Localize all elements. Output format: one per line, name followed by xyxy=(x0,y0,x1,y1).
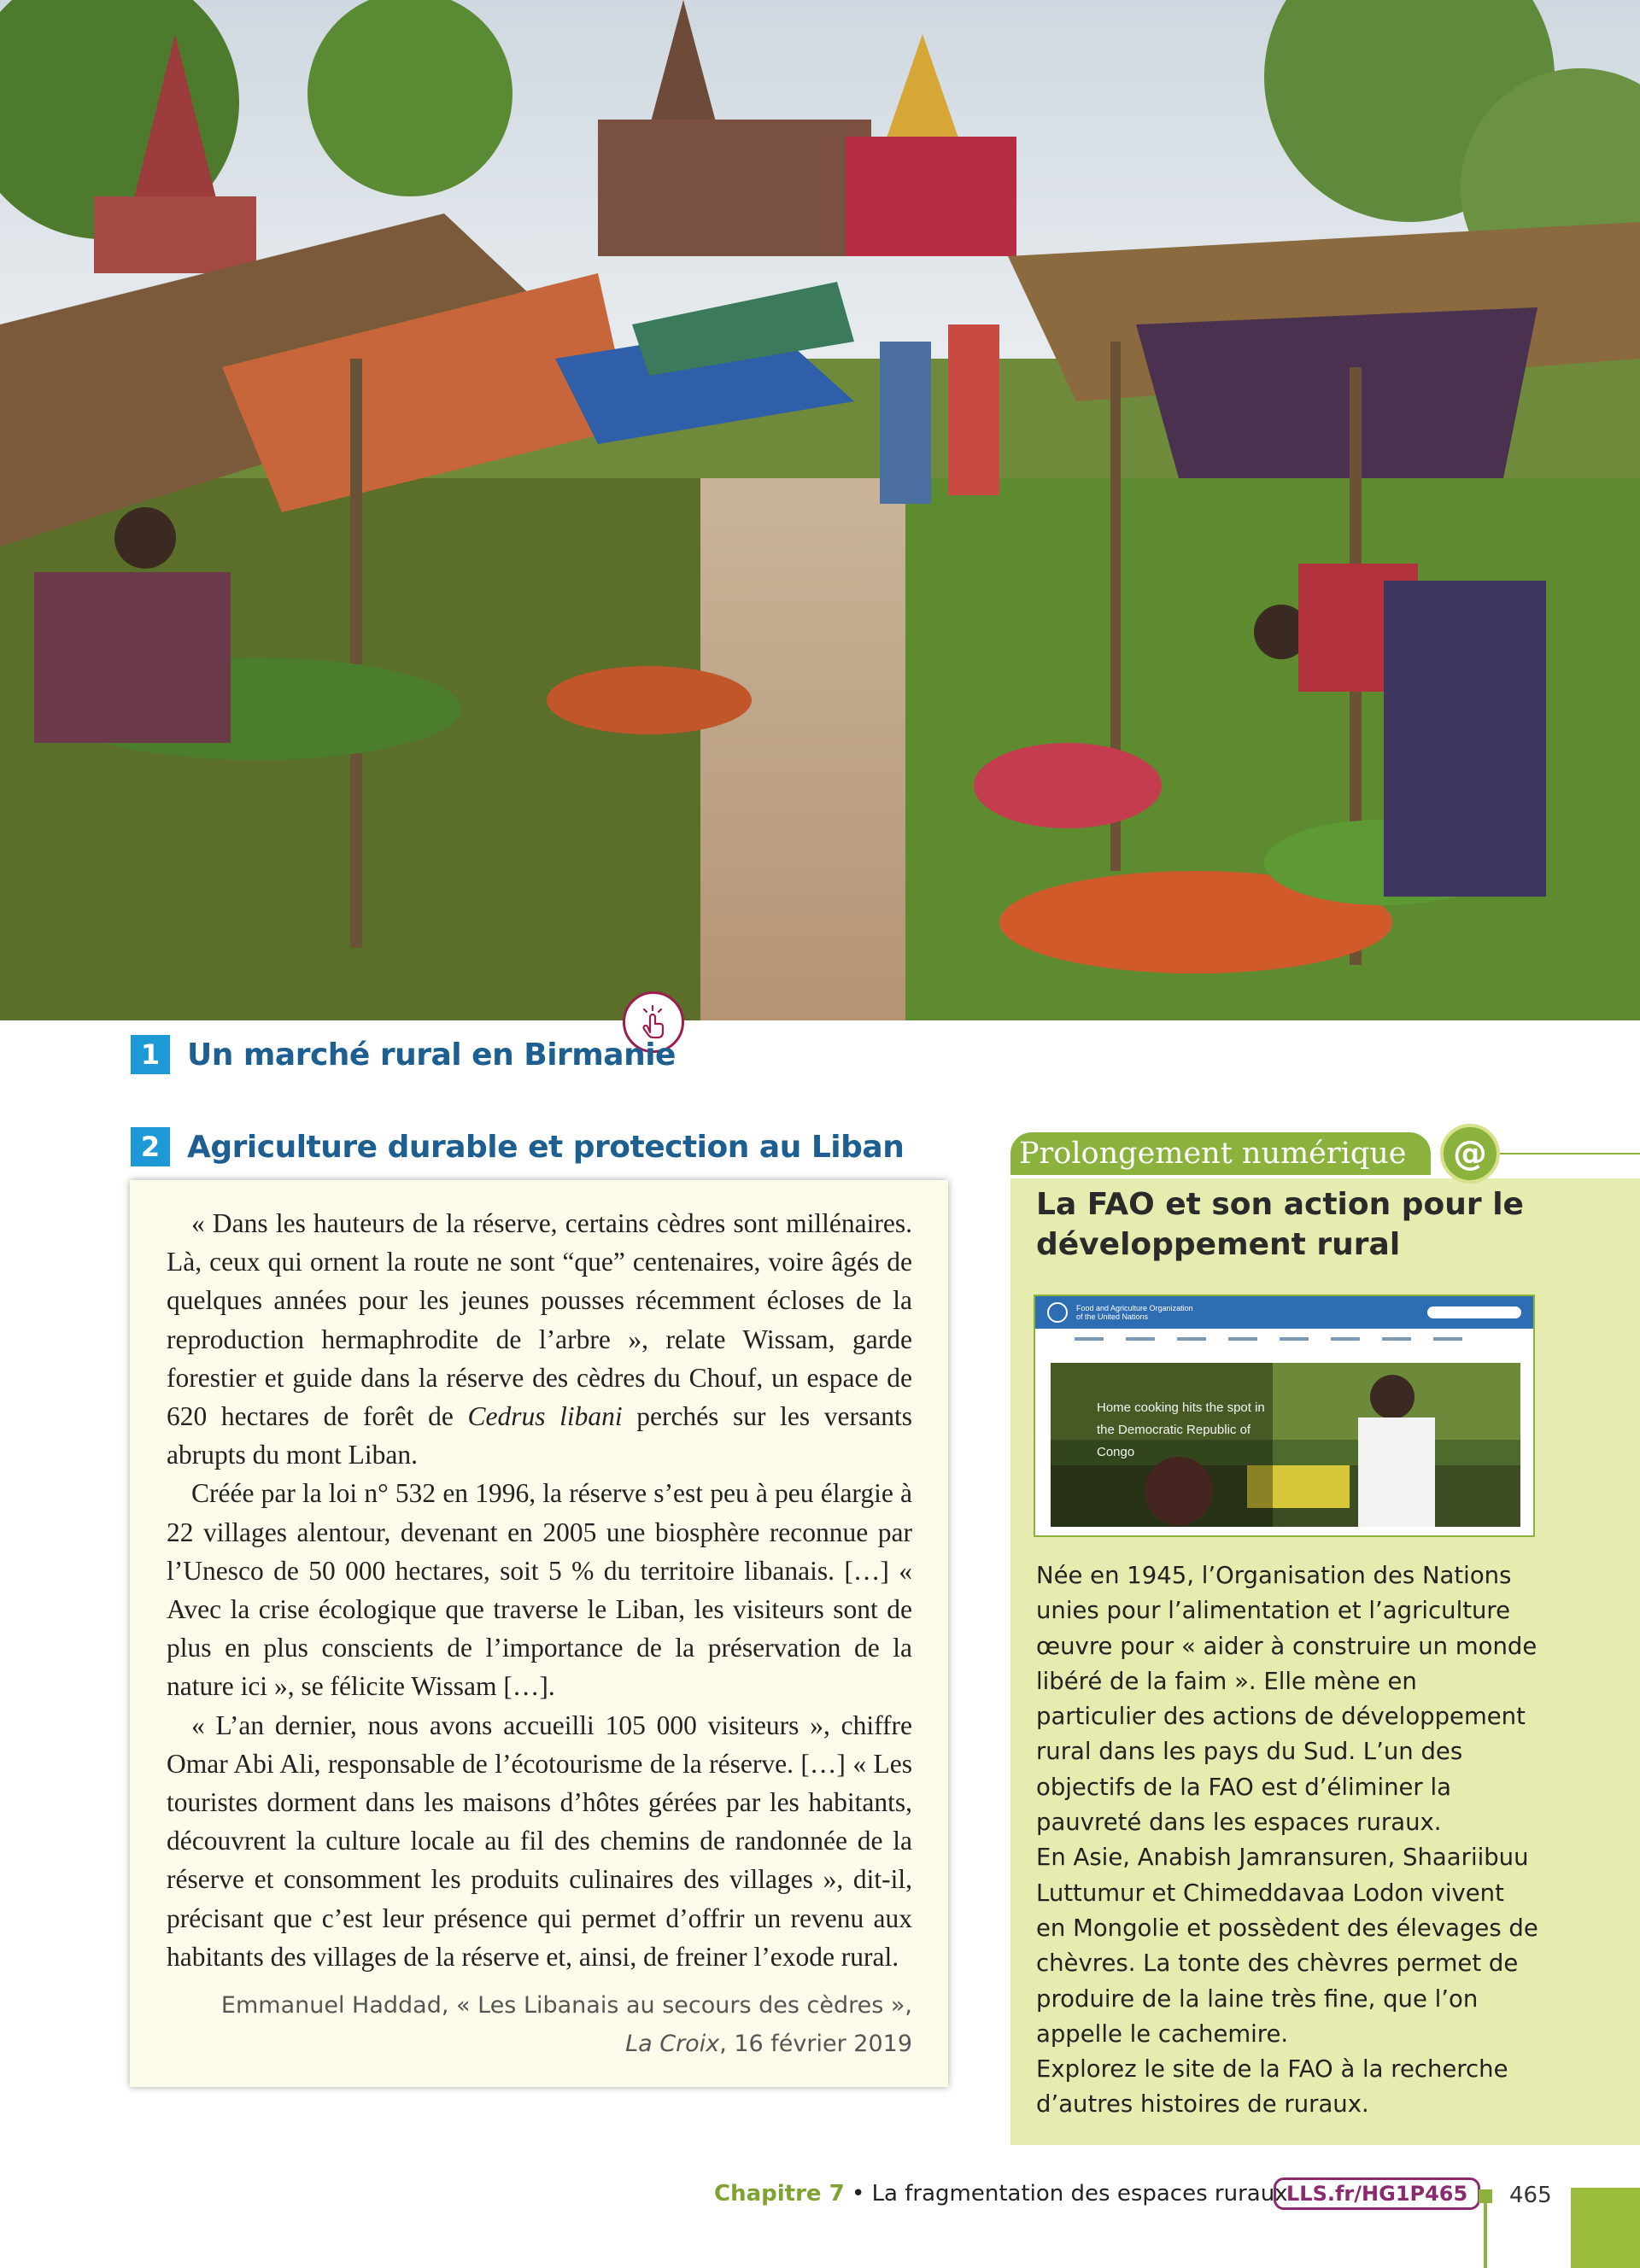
panel-title: La FAO et son action pour le développement rural xyxy=(1036,1187,1524,1262)
footer-link[interactable]: LLS.fr/HG1P465 xyxy=(1274,2177,1480,2210)
panel-paragraph-3: Explorez le site de la FAO à la recherche d’autres histoires de ruraux. xyxy=(1036,2055,1508,2119)
doc1-number: 1 xyxy=(131,1035,170,1074)
species-name: Cedrus libani xyxy=(467,1401,623,1432)
doc1-title: Un marché rural en Birmanie xyxy=(187,1037,676,1073)
site-header xyxy=(1035,1296,1533,1329)
footer-divider xyxy=(1484,2203,1487,2268)
panel-rule xyxy=(1495,1153,1640,1154)
fao-logo-icon xyxy=(1047,1302,1068,1323)
fao-website-screenshot[interactable] xyxy=(1034,1295,1535,1537)
site-hero-image xyxy=(1051,1363,1520,1527)
footer-chapter: Chapitre 7 • La fragmentation des espaces ruraux xyxy=(714,2181,1288,2207)
market-photo xyxy=(0,0,1640,1020)
quote-box xyxy=(130,1180,948,2087)
panel-tab: Prolongement numérique xyxy=(1010,1132,1431,1175)
panel-body xyxy=(1036,1558,1540,2123)
quote-paragraph-1: « Dans les hauteurs de la réserve, certains cèdres sont millénaires. Là, ceux qui ornent la route ne sont “que” centenaires, voire âgés de quelques années pour les jeunes pousses récemment écloses de la reproduction hermaphrodite de l’arbre », relate Wissam, garde forestier et guide dans la réserve des cèdres du Chouf, un espace de 620 hectares de forêt de Cedrus libani perchés sur les versants abrupts du mont Liban. xyxy=(167,1208,912,1470)
corner-tab xyxy=(1571,2188,1640,2268)
site-nav xyxy=(1035,1329,1533,1349)
doc1-caption xyxy=(131,1035,676,1074)
source-author: Emmanuel Haddad, « Les Libanais au secours des cèdres », xyxy=(220,1992,912,2020)
site-headline: Home cooking hits the spot in the Democratic Republic of Congo xyxy=(1097,1400,1265,1459)
quote-source xyxy=(167,1986,912,2063)
doc2-caption xyxy=(131,1127,904,1166)
quote-paragraph-3: « L’an dernier, nous avons accueilli 105 000 visiteurs », chiffre Omar Abi Ali, responsable de l’écotourisme de la réserve. […] « Les touristes dorment dans les maisons d’hôtes gérées par les habitants, découvrent la culture locale au fil des chemins de randonnée de la réserve et consomment les produits culinaires des villages », dit-il, précisant que c’est leur présence qui permet d’offrir un revenu aux habitants des villages de la réserve et, ainsi, de freiner l’exode rural. xyxy=(167,1710,912,1972)
source-publication: La Croix, 16 février 2019 xyxy=(625,2031,912,2058)
page-footer xyxy=(0,2176,1640,2218)
quote-paragraph-2: Créée par la loi n° 532 en 1996, la réserve s’est peu à peu élargie à 22 villages alentour, devenant en 2005 une biosphère reconnue par l’Unesco de 50 000 hectares, soit 5 % du territoire libanais. […] « Avec la crise écologique que traverse le Liban, les visiteurs sont de plus en plus conscients de l’importance de la préservation de la nature ici », se félicite Wissam […]. xyxy=(167,1478,912,1702)
doc2-title: Agriculture durable et protection au Liban xyxy=(187,1129,905,1165)
doc2-number: 2 xyxy=(131,1127,170,1166)
panel-paragraph-2: En Asie, Anabish Jamransuren, Shaariibuu Luttumur et Chimeddavaa Lodon vivent en Mongolie et possèdent des élevages de chèvres. La tonte des chèvres permet de produire de la laine très fine, que l’on appelle le cachemire. xyxy=(1036,1844,1538,2048)
site-org-name: Food and Agriculture Organization of the United Nations xyxy=(1076,1304,1193,1321)
page-number: 465 xyxy=(1509,2183,1552,2208)
footer-marker xyxy=(1479,2189,1492,2203)
panel-paragraph-1: Née en 1945, l’Organisation des Nations unies pour l’alimentation et l’agriculture œuvre pour « aider à construire un monde libéré de la faim ». Elle mène en particulier des actions de développement rural dans les pays du Sud. L’un des objectifs de la FAO est d’éliminer la pauvreté dans les espaces ruraux. xyxy=(1036,1562,1538,1837)
at-icon: @ xyxy=(1440,1124,1500,1184)
site-search-box xyxy=(1427,1306,1521,1318)
